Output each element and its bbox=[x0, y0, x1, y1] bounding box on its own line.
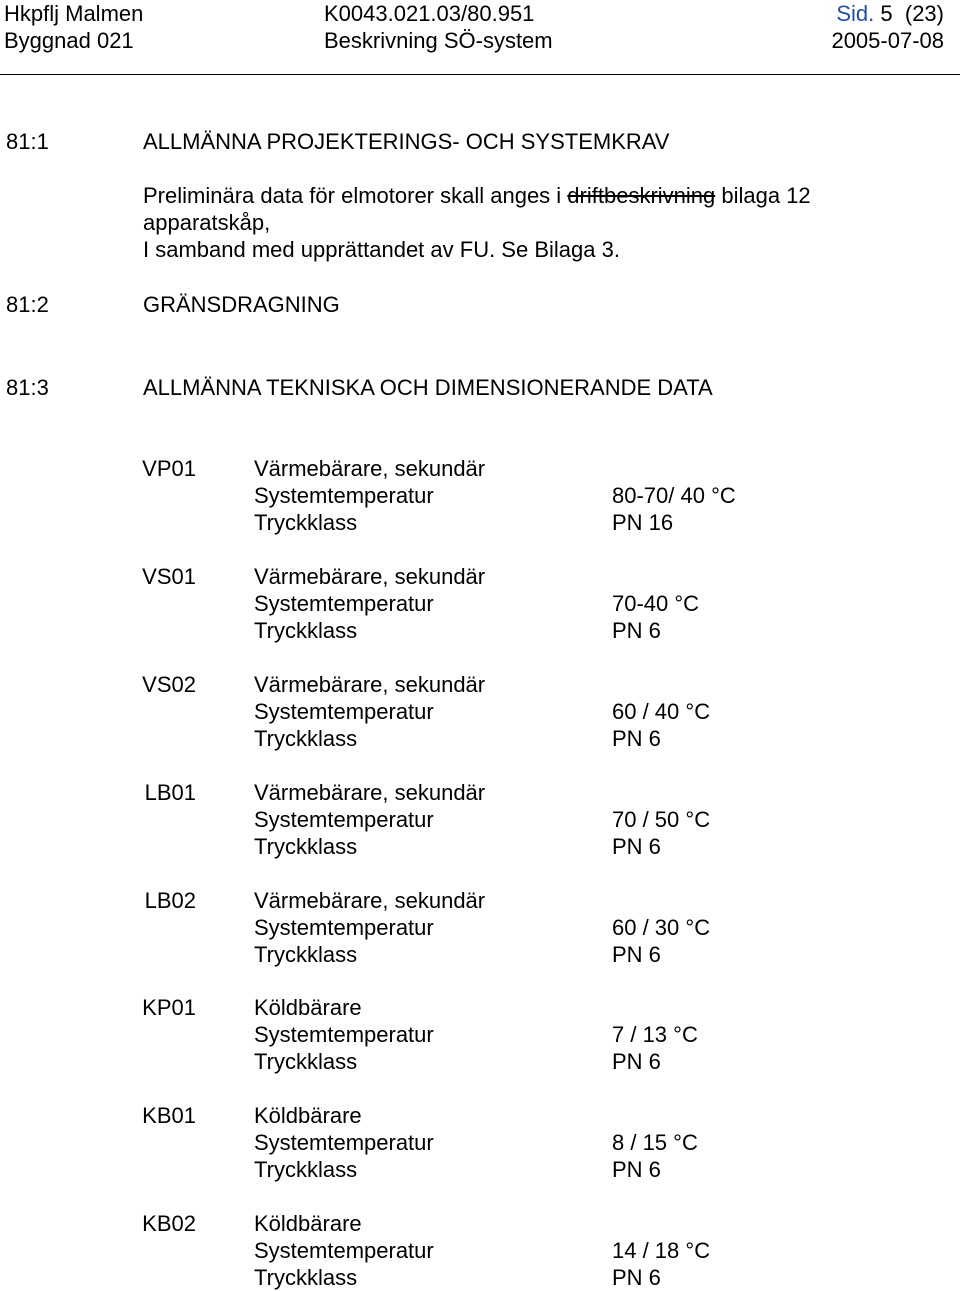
paragraph-text: Preliminära data för elmotorer skall anges i bbox=[143, 183, 568, 208]
system-pressure-value: PN 6 bbox=[612, 1265, 661, 1290]
system-pressure-value: PN 6 bbox=[612, 726, 661, 751]
system-code: KP01 bbox=[142, 995, 196, 1020]
system-pressure-value: PN 6 bbox=[612, 1049, 661, 1074]
paragraph-text: bilaga 12 bbox=[715, 183, 811, 208]
system-code: VP01 bbox=[142, 456, 196, 481]
system-medium: Köldbärare bbox=[254, 1103, 362, 1128]
header-meta bbox=[831, 0, 944, 54]
system-pressure-value: PN 6 bbox=[612, 942, 661, 967]
struck-text: driftbeskrivning bbox=[567, 183, 716, 208]
system-temp-label: Systemtemperatur bbox=[254, 1238, 434, 1263]
header-page-label: Sid. bbox=[836, 1, 875, 26]
system-pressure-label: Tryckklass bbox=[254, 1049, 358, 1074]
system-pressure-value: PN 6 bbox=[612, 1157, 661, 1182]
header-page-number bbox=[831, 0, 944, 27]
section-title-81-1: ALLMÄNNA PROJEKTERINGS- OCH SYSTEMKRAV bbox=[143, 129, 670, 154]
paragraph-line-3: I samband med upprättandet av FU. Se Bilaga 3. bbox=[143, 237, 620, 262]
paragraph-line-1 bbox=[143, 182, 811, 209]
paragraph-line-2: apparatskåp, bbox=[143, 210, 271, 235]
system-temp-label: Systemtemperatur bbox=[254, 591, 434, 616]
system-temp-value: 70-40 °C bbox=[612, 591, 700, 616]
system-temp-value: 70 / 50 °C bbox=[612, 807, 711, 832]
system-pressure-value: PN 6 bbox=[612, 834, 661, 859]
system-pressure-value: PN 6 bbox=[612, 618, 661, 643]
system-pressure-label: Tryckklass bbox=[254, 510, 358, 535]
system-temp-label: Systemtemperatur bbox=[254, 483, 434, 508]
system-code: LB02 bbox=[144, 888, 196, 913]
header-building: Byggnad 021 bbox=[4, 28, 134, 53]
section-number-81-1: 81:1 bbox=[6, 129, 49, 154]
system-pressure-label: Tryckklass bbox=[254, 618, 358, 643]
system-temp-value: 7 / 13 °C bbox=[612, 1022, 698, 1047]
system-temp-label: Systemtemperatur bbox=[254, 1022, 434, 1047]
section-title-81-2: GRÄNSDRAGNING bbox=[143, 292, 340, 317]
system-code: LB01 bbox=[144, 780, 196, 805]
system-temp-label: Systemtemperatur bbox=[254, 1130, 434, 1155]
header-page-value: 5 (23) bbox=[880, 1, 944, 26]
section-title-81-3: ALLMÄNNA TEKNISKA OCH DIMENSIONERANDE DATA bbox=[143, 375, 713, 400]
header-divider bbox=[0, 74, 960, 75]
system-medium: Värmebärare, sekundär bbox=[254, 456, 486, 481]
header-project bbox=[4, 0, 143, 54]
system-medium: Värmebärare, sekundär bbox=[254, 780, 486, 805]
system-temp-value: 80-70/ 40 °C bbox=[612, 483, 736, 508]
system-medium: Köldbärare bbox=[254, 1211, 362, 1236]
system-medium: Värmebärare, sekundär bbox=[254, 672, 486, 697]
system-temp-value: 8 / 15 °C bbox=[612, 1130, 698, 1155]
system-temp-value: 14 / 18 °C bbox=[612, 1238, 711, 1263]
system-pressure-label: Tryckklass bbox=[254, 1157, 358, 1182]
system-code: VS01 bbox=[142, 564, 196, 589]
header-date: 2005-07-08 bbox=[831, 28, 944, 53]
system-code: KB01 bbox=[142, 1103, 196, 1128]
system-code: VS02 bbox=[142, 672, 196, 697]
system-temp-value: 60 / 30 °C bbox=[612, 915, 711, 940]
system-pressure-label: Tryckklass bbox=[254, 834, 358, 859]
system-medium: Köldbärare bbox=[254, 995, 362, 1020]
system-temp-label: Systemtemperatur bbox=[254, 699, 434, 724]
system-temp-value: 60 / 40 °C bbox=[612, 699, 711, 724]
section-number-81-3: 81:3 bbox=[6, 375, 49, 400]
system-code: KB02 bbox=[142, 1211, 196, 1236]
system-pressure-value: PN 16 bbox=[612, 510, 674, 535]
system-medium: Värmebärare, sekundär bbox=[254, 888, 486, 913]
header-document bbox=[324, 0, 553, 54]
system-pressure-label: Tryckklass bbox=[254, 1265, 358, 1290]
header-project-name: Hkpflj Malmen bbox=[4, 1, 144, 26]
section-number-81-2: 81:2 bbox=[6, 292, 49, 317]
system-pressure-label: Tryckklass bbox=[254, 942, 358, 967]
system-medium: Värmebärare, sekundär bbox=[254, 564, 486, 589]
system-temp-label: Systemtemperatur bbox=[254, 807, 434, 832]
header-document-title: Beskrivning SÖ-system bbox=[324, 28, 553, 53]
header-document-number: K0043.021.03/80.951 bbox=[324, 1, 535, 26]
system-temp-label: Systemtemperatur bbox=[254, 915, 434, 940]
system-pressure-label: Tryckklass bbox=[254, 726, 358, 751]
